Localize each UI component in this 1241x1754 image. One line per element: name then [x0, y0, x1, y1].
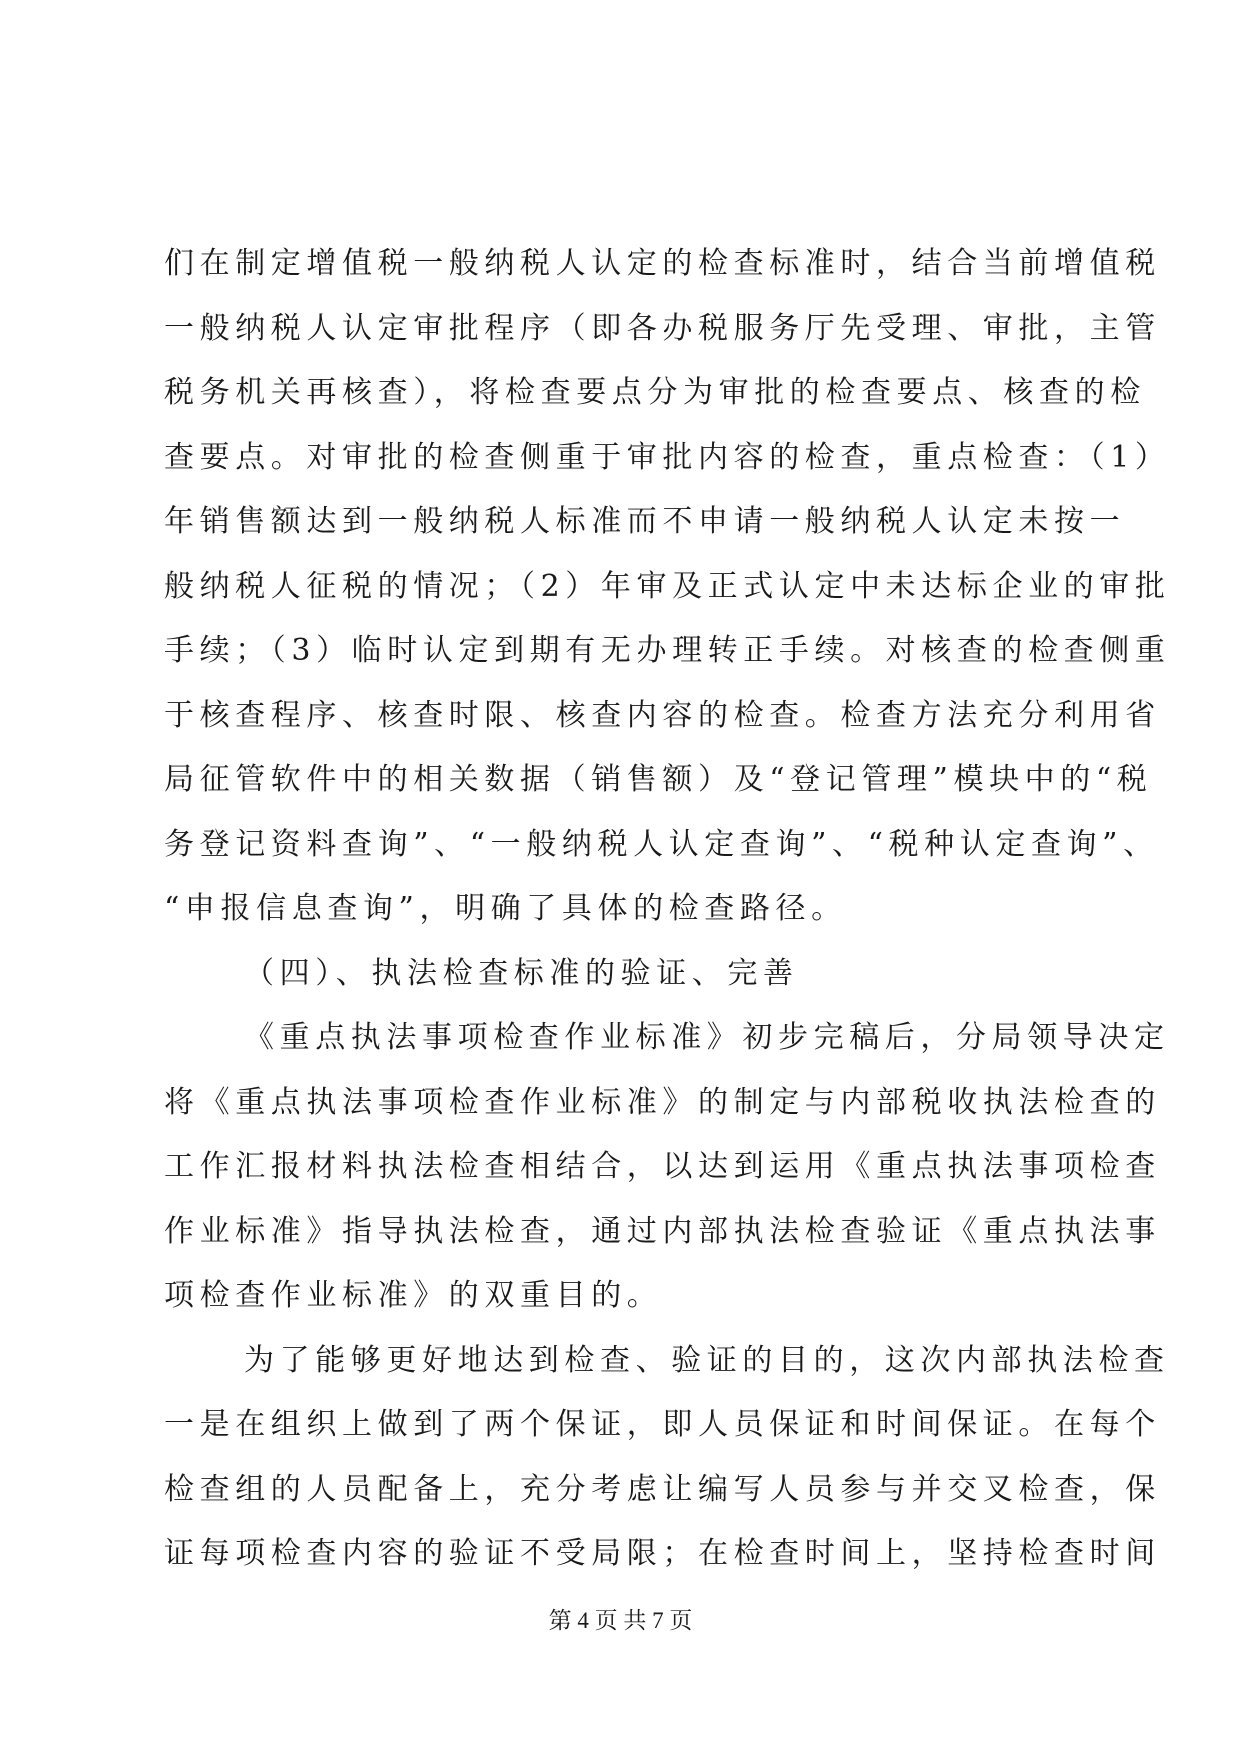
text-line: 税务机关再核查），将检查要点分为审批的检查要点、核查的检 — [164, 375, 1146, 410]
text-line: 检查组的人员配备上，充分考虑让编写人员参与并交叉检查，保 — [164, 1471, 1161, 1507]
text-line: 将《重点执法事项检查作业标准》的制定与内部税收执法检查的 — [164, 1084, 1161, 1120]
text-line: 务登记资料查询”、“一般纳税人认定查询”、“税种认定查询”、 — [164, 826, 1159, 862]
text-line: 为了能够更好地达到检查、验证的目的，这次内部执法检查 — [244, 1342, 1170, 1378]
text-line: 年销售额达到一般纳税人标准而不申请一般纳税人认定未按一 — [164, 504, 1126, 539]
text-line: 作业标准》指导执法检查，通过内部执法检查验证《重点执法事 — [164, 1213, 1161, 1249]
text-line: “申报信息查询”，明确了具体的检查路径。 — [164, 891, 847, 926]
text-line: 们在制定增值税一般纳税人认定的检查标准时，结合当前增值税 — [164, 246, 1161, 281]
text-line: 工作汇报材料执法检查相结合，以达到运用《重点执法事项检查 — [164, 1149, 1161, 1184]
section-heading: （四）、执法检查标准的验证、完善 — [244, 955, 799, 991]
text-line: 般纳税人征税的情况；（2）年审及正式认定中未达标企业的审批 — [164, 568, 1171, 604]
text-line: 查要点。对审批的检查侧重于审批内容的检查，重点检查：（1） — [164, 439, 1171, 475]
text-line: 一般纳税人认定审批程序（即各办税服务厅先受理、审批，主管 — [164, 310, 1161, 346]
text-line: 《重点执法事项检查作业标准》初步完稿后，分局领导决定 — [244, 1020, 1170, 1055]
text-line: 项检查作业标准》的双重目的。 — [164, 1278, 663, 1313]
text-line: 证每项检查内容的验证不受局限；在检查时间上，坚持检查时间 — [164, 1536, 1161, 1571]
text-line: 手续；（3）临时认定到期有无办理转正手续。对核查的检查侧重 — [164, 633, 1171, 668]
text-line: 于核查程序、核查时限、核查内容的检查。检查方法充分利用省 — [164, 697, 1161, 733]
page-number: 第 4 页 共 7 页 — [548, 1608, 693, 1633]
text-line: 局征管软件中的相关数据（销售额）及“登记管理”模块中的“税 — [164, 762, 1153, 797]
text-line: 一是在组织上做到了两个保证，即人员保证和时间保证。在每个 — [164, 1407, 1161, 1442]
body-text — [164, 232, 1171, 1587]
